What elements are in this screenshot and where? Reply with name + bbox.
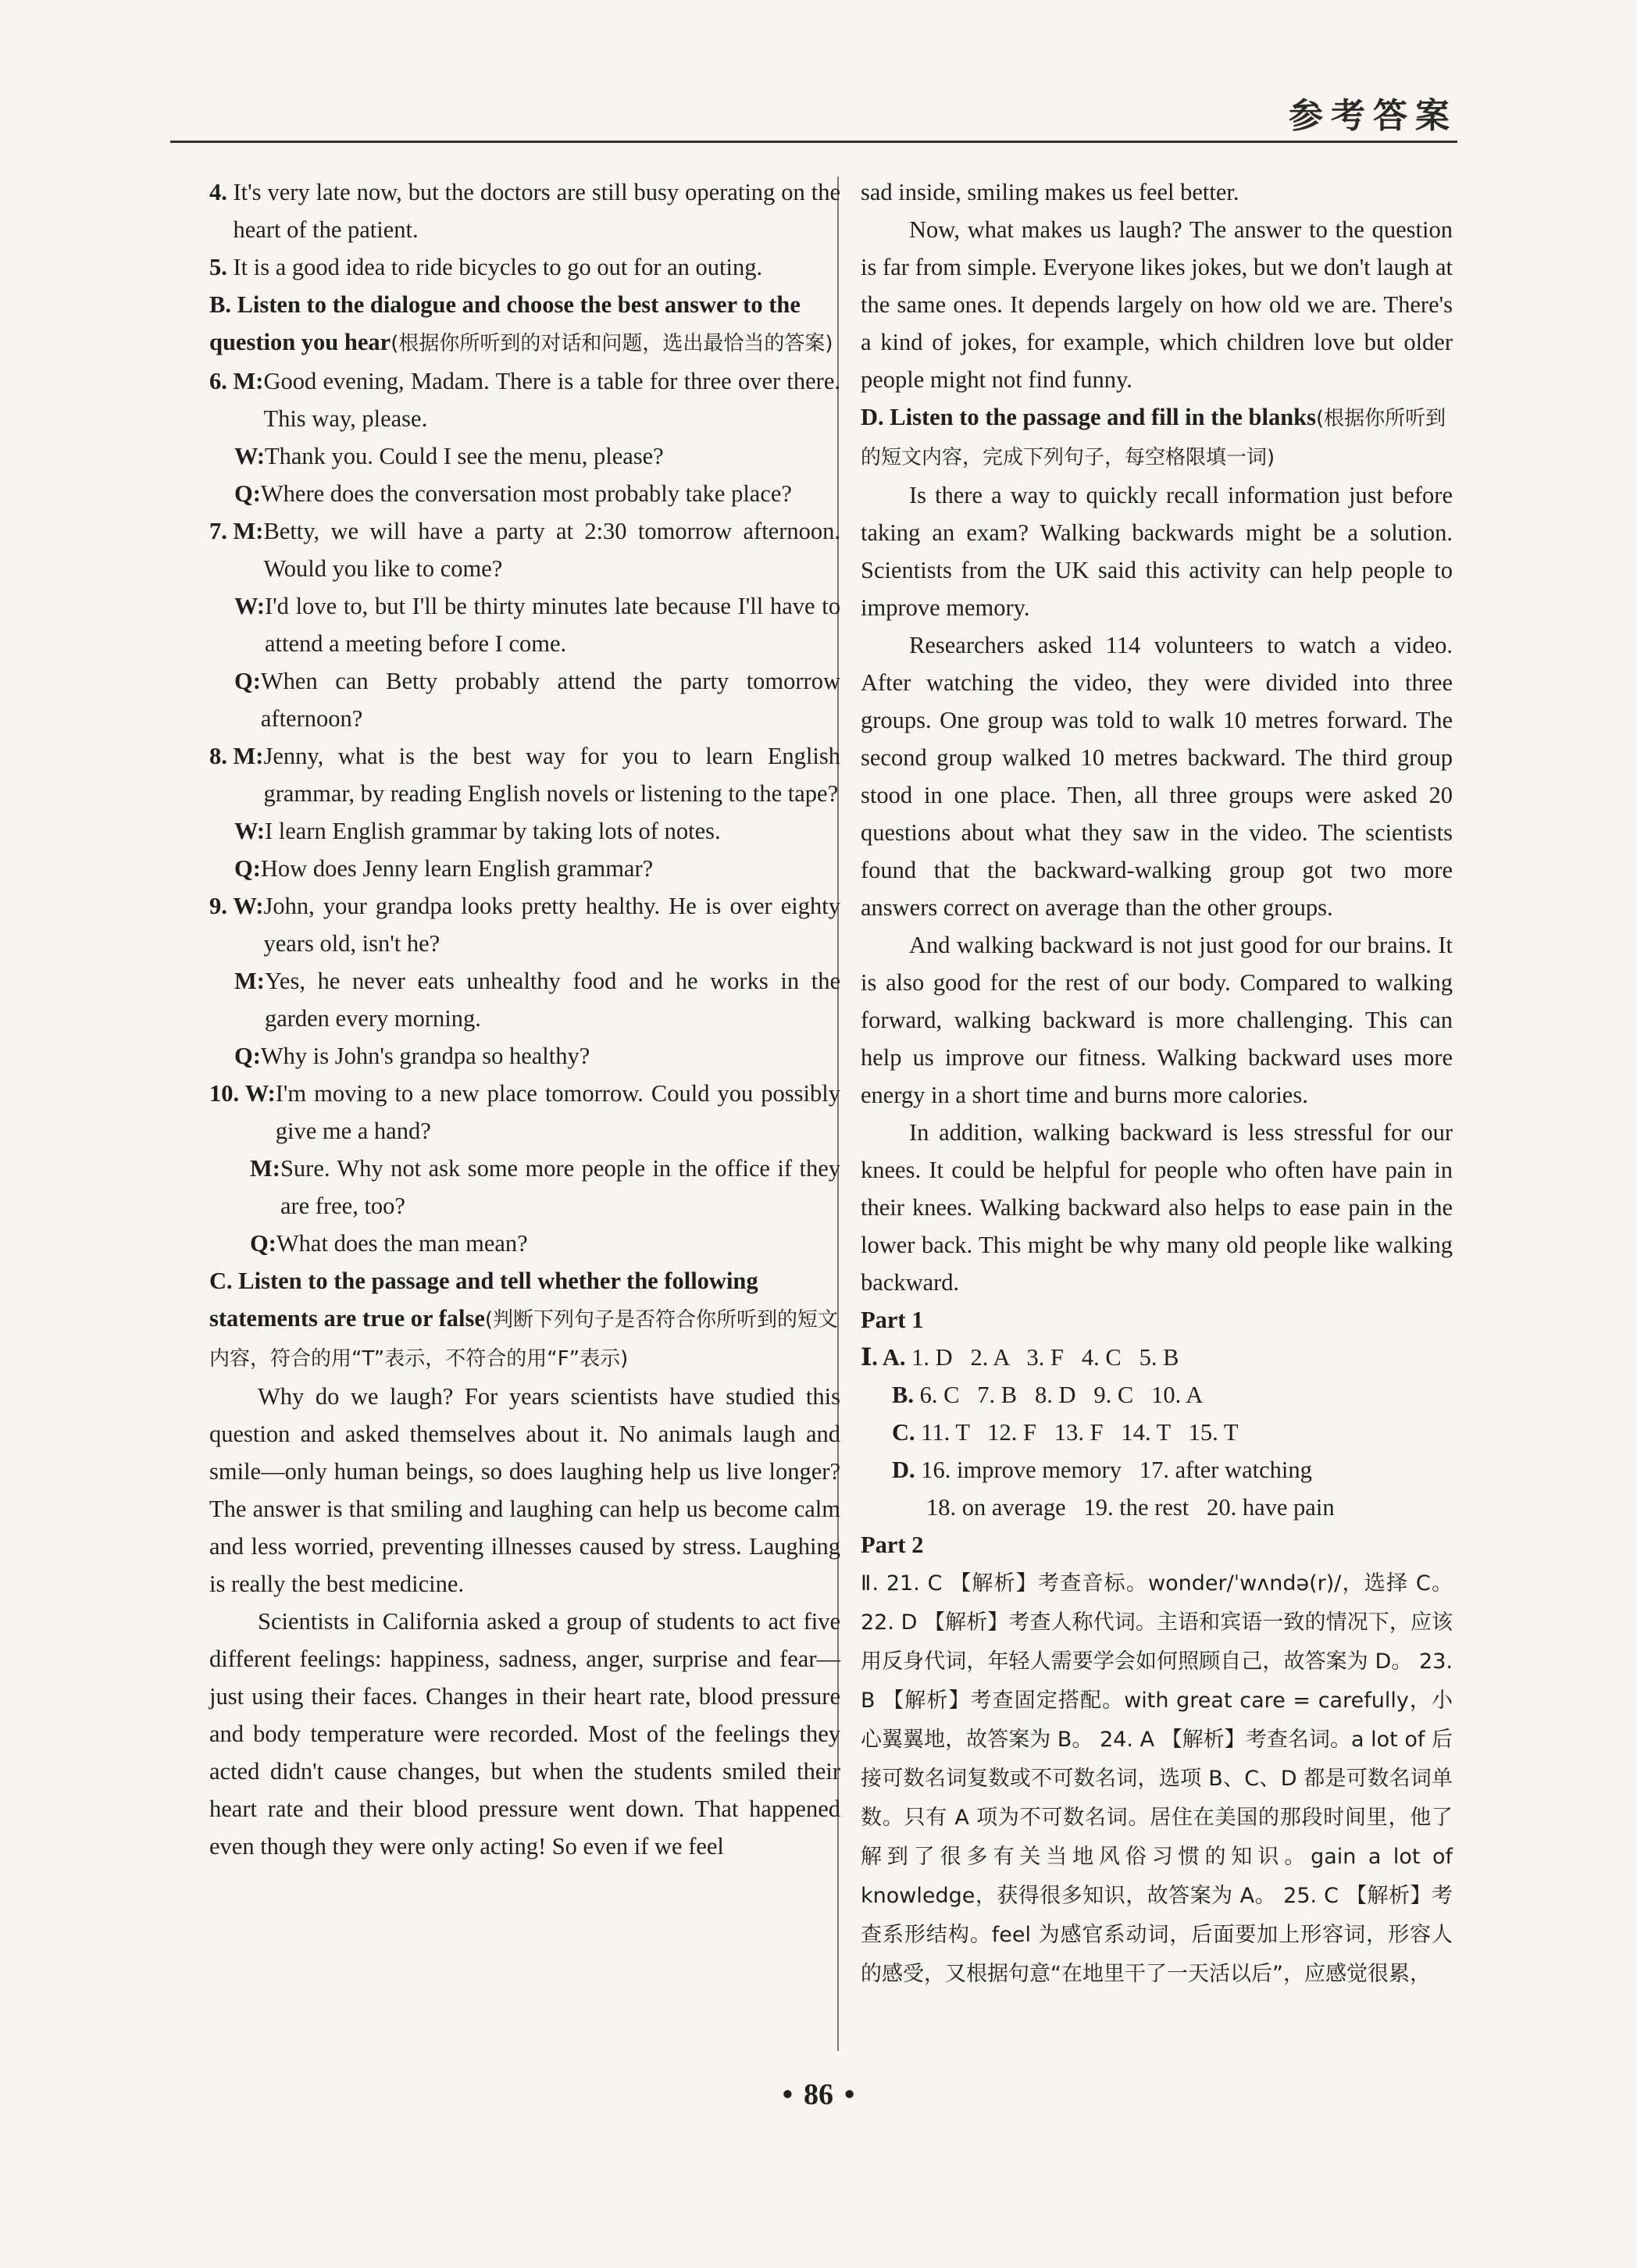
dialogue-text: I learn English grammar by taking lots of notes.	[264, 818, 721, 844]
paragraph: Is there a way to quickly recall information just before taking an exam? Walking backwards might be a solution. Scientists from the UK said this activity can help people to improve memory.	[861, 482, 1453, 621]
answer-explanation	[861, 1564, 1453, 1993]
paragraph: sad inside, smiling makes us feel better.	[861, 179, 1239, 205]
speaker-label: M:	[233, 368, 264, 394]
dialogue-text: Where does the conversation most probably take place?	[260, 480, 792, 507]
answer-row	[861, 1414, 1453, 1451]
answer-values: 11. T 12. F 13. F 14. T 15. T	[921, 1419, 1239, 1446]
dialogue-question	[209, 1075, 840, 1262]
speaker-label: W:	[244, 1080, 276, 1107]
speaker-label: Q:	[234, 480, 261, 507]
section-c-heading	[209, 1262, 840, 1378]
speaker-label: Q:	[234, 855, 261, 882]
section-instruction: (根据你所听到的对话和问题，选出最恰当的答案)	[391, 332, 833, 355]
part-2-label: Part 2	[861, 1532, 924, 1558]
answer-lead: Ⅰ. A.	[861, 1344, 912, 1371]
bullet-icon: •	[844, 2078, 855, 2111]
dialogue-line	[209, 475, 840, 512]
answer-row	[861, 1339, 1453, 1376]
question-4	[209, 173, 840, 248]
part-1-label: Part 1	[861, 1307, 924, 1333]
paragraph: Researchers asked 114 volunteers to watch a video. After watching the video, they were divided into three groups. One group was told to walk 10 metres forward. The second group walked 10 metres backward. The third group stood in one place. Then, all three groups were asked 20 questions about what they saw in the video. The scientists found that the backward-walking group got two more answers correct on average than the other groups.	[861, 632, 1453, 921]
speaker-label: W:	[234, 443, 265, 469]
dialogue-line	[209, 850, 840, 887]
dialogue-line	[209, 587, 840, 662]
dialogues	[209, 362, 840, 1262]
dialogue-text: Good evening, Madam. There is a table for three over there. This way, please.	[263, 368, 840, 432]
question-text: It is a good idea to ride bicycles to go out for an outing.	[233, 254, 763, 280]
dialogue-text: How does Jenny learn English grammar?	[260, 855, 654, 882]
speaker-label: Q:	[234, 668, 261, 694]
answer-lead: D.	[892, 1457, 922, 1483]
section-title: B. Listen to the dialogue and choose the best answer to the question you hear	[209, 291, 801, 355]
paragraph: And walking backward is not just good for our brains. It is also good for the rest of our body. Compared to walking forward, walking backward is more challenging. This can help us improve our fitness. Walking backward uses more energy in a short time and burns more calories.	[861, 932, 1453, 1108]
question-number: 6.	[209, 368, 234, 394]
dialogue-line	[209, 1225, 840, 1262]
dialogue-text: I'd love to, but I'll be thirty minutes late because I'll have to attend a meeting before I come.	[264, 593, 840, 657]
paragraph: In addition, walking backward is less stressful for our knees. It could be helpful for people who often have pain in their knees. Walking backward also helps to ease pain in the lower back. This might be why many old people like walking backward.	[861, 1119, 1453, 1296]
paragraph: Why do we laugh? For years scientists have studied this question and asked themselves about it. No animals laugh and smile—only human beings, so does laughing help us live longer? The answer is that smiling and laughing can help us become calm and less worried, preventing illnesses caused by stress. Laughing is really the best medicine.	[209, 1383, 840, 1597]
question-number: 10.	[209, 1080, 245, 1107]
dialogue-line	[209, 1075, 840, 1150]
dialogue-text: Betty, we will have a party at 2:30 tomorrow afternoon. Would you like to come?	[263, 518, 840, 582]
dialogue-text: Jenny, what is the best way for you to learn English grammar, by reading English novels or listening to the tape?	[263, 743, 840, 807]
speaker-label: W:	[233, 893, 264, 919]
speaker-label: M:	[233, 743, 264, 769]
question-5	[209, 248, 840, 286]
question-number: 4.	[209, 179, 234, 205]
dialogue-text: John, your grandpa looks pretty healthy. He is over eighty years old, isn't he?	[263, 893, 840, 957]
answer-row	[861, 1451, 1453, 1489]
bullet-icon: •	[782, 2078, 793, 2111]
question-number: 9.	[209, 893, 234, 919]
answer-row	[861, 1489, 1453, 1526]
dialogue-line	[209, 1037, 840, 1075]
question-number: 8.	[209, 743, 234, 769]
speaker-label: W:	[234, 593, 265, 619]
explanation-text: Ⅱ. 21. C 【解析】考查音标。wonder/ˈwʌndə(r)/，选择 C。 22. D 【解析】考查人称代词。主语和宾语一致的情况下，应该用反身代词，年轻人需要学会如何照顾自己，故答案为 D。 23. B 【解析】考查固定搭配。with great care = carefully，小心翼翼地，故答案为 B。 24. A 【解析】考查名词。a lot of 后接可数名词复数或不可数名词，选项 B、C、D 都是可数名词单数。只有 A 项为不可数名词。居住在美国的那段时间里，他了解到了很多有关当地风俗习惯的知识。gain a lot of knowledge，获得很多知识，故答案为 A。 25. C 【解析】考查系形结构。feel 为感官系动词，后面要加上形容词，形容人的感受，又根据句意“在地里干了一天活以后”，应感觉很累，	[861, 1571, 1453, 1986]
dialogue-line	[209, 437, 840, 475]
section-d-heading	[861, 398, 1453, 476]
speaker-label: Q:	[234, 1043, 261, 1069]
dialogue-line	[209, 512, 840, 587]
dialogue-line	[209, 812, 840, 850]
dialogue-question	[209, 512, 840, 737]
right-column	[861, 173, 1453, 1993]
section-instruction: (根据你所听到的短文内容，完成下列句子，每空格限填一词)	[861, 407, 1446, 469]
answer-values: 18. on average 19. the rest 20. have pain	[926, 1494, 1335, 1521]
answer-lead: C.	[892, 1419, 922, 1446]
question-number: 7.	[209, 518, 234, 544]
section-instruction: (判断下列句子是否符合你所听到的短文内容，符合的用“T”表示，不符合的用“F”表示)	[209, 1308, 839, 1371]
answer-values: 6. C 7. B 8. D 9. C 10. A	[919, 1382, 1204, 1408]
dialogue-text: What does the man mean?	[276, 1230, 528, 1257]
dialogue-text: I'm moving to a new place tomorrow. Could you possibly give me a hand?	[275, 1080, 840, 1144]
answer-values: 16. improve memory 17. after watching	[921, 1457, 1312, 1483]
page-number-value: 86	[804, 2078, 833, 2111]
dialogue-text: Why is John's grandpa so healthy?	[260, 1043, 590, 1069]
dialogue-text: Thank you. Could I see the menu, please?	[264, 443, 664, 469]
dialogue-text: When can Betty probably attend the party tomorrow afternoon?	[260, 668, 840, 732]
dialogue-question	[209, 362, 840, 512]
dialogue-question	[209, 887, 840, 1075]
dialogue-line	[209, 887, 840, 962]
header-rule	[170, 141, 1457, 143]
header-title: 参考答案	[1289, 96, 1457, 136]
dialogue-line	[209, 362, 840, 437]
dialogue-line	[209, 662, 840, 737]
dialogue-text: Sure. Why not ask some more people in the office if they are free, too?	[280, 1155, 840, 1219]
answer-row	[861, 1376, 1453, 1414]
answer-values: 1. D 2. A 3. F 4. C 5. B	[911, 1344, 1179, 1371]
dialogue-line	[209, 1150, 840, 1225]
question-text: It's very late now, but the doctors are still busy operating on the heart of the patient.	[233, 179, 840, 243]
dialogue-question	[209, 737, 840, 887]
dialogue-line	[209, 737, 840, 812]
paragraph: Now, what makes us laugh? The answer to the question is far from simple. Everyone likes jokes, but we don't laugh at the same ones. It depends largely on how old we are. There's a kind of jokes, for example, which children love but older people might not find funny.	[861, 216, 1453, 393]
section-title: C. Listen to the passage and tell whether the following statements are true or false	[209, 1268, 758, 1332]
dialogue-text: Yes, he never eats unhealthy food and he works in the garden every morning.	[264, 968, 840, 1032]
speaker-label: W:	[234, 818, 265, 844]
dialogue-line	[209, 962, 840, 1037]
paragraph: Scientists in California asked a group of students to act five different feelings: happiness, sadness, anger, surprise and fear—just using their faces. Changes in their heart rate, blood pressure and body temperature were recorded. Most of the feelings they acted didn't cause changes, but when the students smiled their heart rate and their blood pressure went down. That happened even though they were only acting! So even if we feel	[209, 1608, 840, 1860]
speaker-label: M:	[250, 1155, 280, 1182]
section-b-heading	[209, 286, 840, 362]
page-number	[0, 2077, 1637, 2112]
answer-lead: B.	[892, 1382, 920, 1408]
speaker-label: M:	[233, 518, 264, 544]
question-number: 5.	[209, 254, 234, 280]
speaker-label: M:	[234, 968, 265, 994]
section-title: D. Listen to the passage and fill in the blanks	[861, 404, 1316, 430]
left-column	[209, 173, 840, 1865]
speaker-label: Q:	[250, 1230, 276, 1257]
